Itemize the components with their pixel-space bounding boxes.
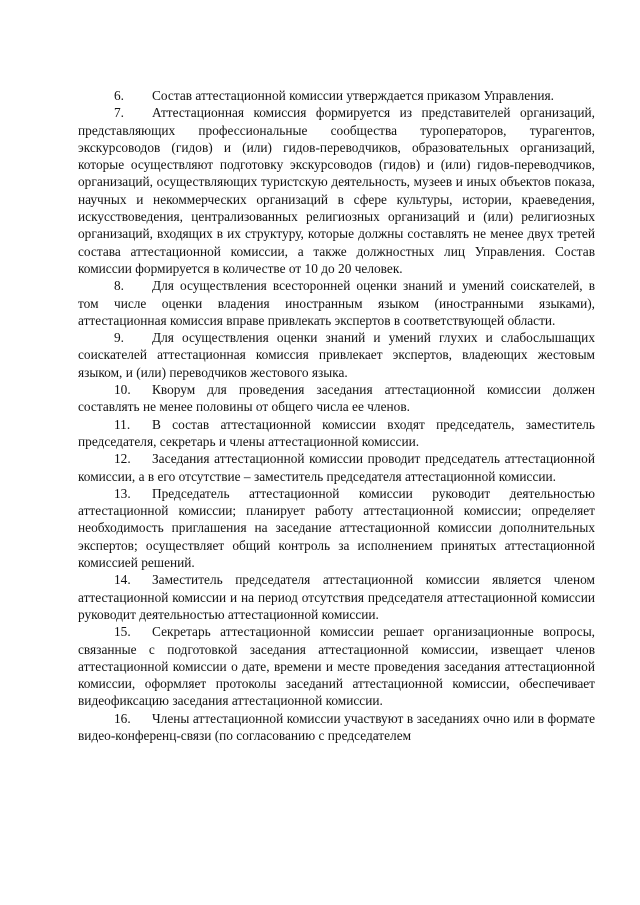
paragraph-number: 9. — [114, 330, 125, 346]
paragraph-number: 14. — [114, 572, 131, 588]
paragraph-number: 16. — [114, 710, 131, 726]
paragraph-text: Состав аттестационной комиссии утверждается приказом Управления. — [152, 88, 554, 103]
paragraph-text: Члены аттестационной комиссии участвуют в заседаниях очно или в формате видео-конференц-связи (по согласованию с председателем — [78, 710, 595, 743]
paragraph-number: 15. — [114, 624, 131, 640]
paragraph-13 — [78, 485, 595, 571]
paragraph-text: В состав аттестационной комиссии входят председатель, заместитель председателя, секретарь и члены аттестационной комиссии. — [78, 416, 595, 449]
paragraph-number: 12. — [114, 451, 131, 467]
paragraph-text: Для осуществления оценки знаний и умений глухих и слабослышащих соискателей аттестационная комиссия привлекает экспертов, владеющих жестовым языком, и (или) переводчиков жестового языка. — [78, 330, 595, 380]
paragraph-10 — [78, 381, 595, 416]
paragraph-14 — [78, 571, 595, 623]
paragraph-text: Аттестационная комиссия формируется из представителей организаций, представляющих профессиональные сообщества туроператоров, турагентов, экскурсоводов (гидов) и (или) гидов-переводчиков, образовательных организаций, которые осуществляют подготовку экскурсоводов (гидов) и (или) гидов-переводчиков, организаций, осуществляющих туристскую деятельность, музеев и иных объектов показа, научных и некоммерческих организаций в сфере культуры, истории, краеведения, искусствоведения, централизованных религиозных организаций и (или) религиозных организаций, входящих в их структуру, которые должны составлять не менее двух третей состава аттестационной комиссии, а также должностных лиц Управления. Состав комиссии формируется в количестве от 10 до 20 человек. — [78, 105, 595, 276]
document-page — [78, 87, 595, 744]
paragraph-text: Заседания аттестационной комиссии проводит председатель аттестационной комиссии, а в его отсутствие – заместитель председателя аттестационной комиссии. — [78, 451, 595, 484]
paragraph-number: 8. — [114, 278, 125, 294]
paragraph-text: Для осуществления всесторонней оценки знаний и умений соискателей, в том числе оценки владения иностранным языком (иностранными языками), аттестационная комиссия вправе привлекать экспертов в соответствующей области. — [78, 278, 595, 328]
paragraph-number: 13. — [114, 485, 131, 501]
paragraph-6 — [78, 87, 595, 104]
paragraph-7 — [78, 104, 595, 277]
paragraph-number: 6. — [114, 88, 125, 103]
paragraph-number: 10. — [114, 382, 131, 398]
paragraph-text: Заместитель председателя аттестационной комиссии является членом аттестационной комиссии и на период отсутствия председателя аттестационной комиссии руководит деятельностью аттестационной комиссии. — [78, 572, 595, 622]
paragraph-15 — [78, 623, 595, 709]
paragraph-9 — [78, 329, 595, 381]
paragraph-11 — [78, 416, 595, 451]
paragraph-8 — [78, 277, 595, 329]
paragraph-text: Председатель аттестационной комиссии руководит деятельностью аттестационной комиссии; планирует работу аттестационной комиссии; определяет необходимость приглашения на заседание аттестационной комиссии дополнительных экспертов; осуществляет общий контроль за исполнением принятых аттестационной комиссией решений. — [78, 485, 595, 571]
paragraph-number: 7. — [114, 105, 125, 121]
paragraph-text: Кворум для проведения заседания аттестационной комиссии должен составлять не менее половины от общего числа ее членов. — [78, 382, 595, 415]
paragraph-number: 11. — [114, 416, 131, 432]
paragraph-16 — [78, 710, 595, 745]
paragraph-12 — [78, 450, 595, 485]
paragraph-text: Секретарь аттестационной комиссии решает организационные вопросы, связанные с подготовкой заседания аттестационной комиссии, извещает членов аттестационной комиссии о дате, времени и месте проведения заседания аттестационной комиссии, оформляет протоколы заседаний аттестационной комиссии, обеспечивает видеофиксацию заседания аттестационной комиссии. — [78, 624, 595, 709]
